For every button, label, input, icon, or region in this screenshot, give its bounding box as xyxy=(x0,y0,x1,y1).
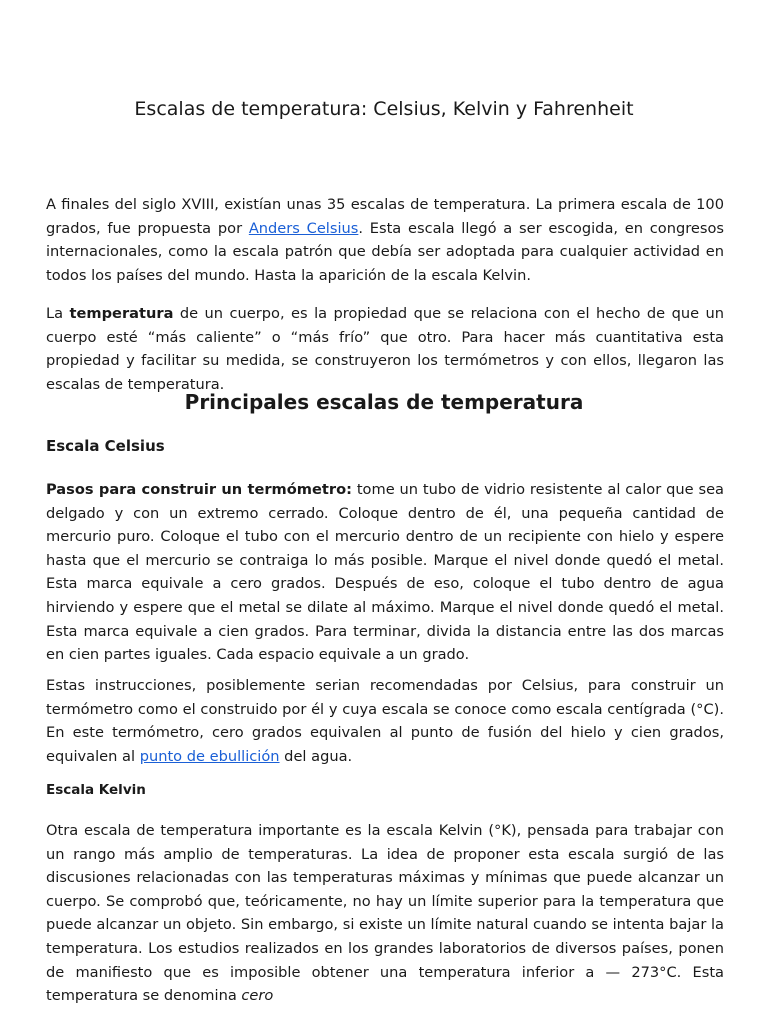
intro-text-2: . Esta escala llegó a ser escogida, en congresos internacionales, como la escala patrón que debía ser adoptada para cualquier actividad en todos los países del mundo. Hasta la aparición de la escala Kelvin. xyxy=(46,219,724,284)
celsius-heading: Escala Celsius xyxy=(46,437,165,455)
punto-de-ebullicion-link[interactable]: punto de ebullición xyxy=(139,747,280,765)
celsius-instructions-text-2: del agua. xyxy=(279,747,353,765)
document-title: Escalas de temperatura: Celsius, Kelvin y Fahrenheit xyxy=(134,98,634,120)
main-heading: Principales escalas de temperatura xyxy=(184,390,584,414)
celsius-steps-paragraph xyxy=(46,478,724,667)
temperature-text-1: La xyxy=(46,305,70,322)
celsius-instructions-text-1: Estas instrucciones, posiblemente serian recomendadas por Celsius, para construir un termómetro como el construido por él y cuya escala se conoce como escala centígrada (°C). En este termómetro, cero grados equivalen al punto de fusión del hielo y cien grados, equivalen al xyxy=(46,677,724,765)
kelvin-paragraph xyxy=(46,819,724,1008)
intro-text-1: A finales del siglo XVIII, existían unas 35 escalas de temperatura. La primera escala de 100 grados, fue propuesta por xyxy=(46,196,724,237)
temperature-text-2: de un cuerpo, es la propiedad que se relaciona con el hecho de que un cuerpo esté “más caliente” o “más frío” que otro. Para hacer más cuantitativa esta propiedad y facilitar su medida, se construyeron los termómetros y con ellos, llegaron las escalas de temperatura. xyxy=(46,305,725,393)
kelvin-italic-end: cero xyxy=(241,987,274,1005)
kelvin-heading: Escala Kelvin xyxy=(46,782,146,798)
celsius-steps-bold: Pasos para construir un termómetro: xyxy=(46,481,352,498)
kelvin-text: Otra escala de temperatura importante es la escala Kelvin (°K), pensada para trabajar con un rango más amplio de temperaturas. La idea de proponer esta escala surgió de las discusiones relacionadas con las temperaturas máximas y mínimas que puede alcanzar un cuerpo. Se comprobó que, teóricamente, no hay un límite superior para la temperatura que puede alcanzar un objeto. Sin embargo, si existe un límite natural cuando se intenta bajar la temperatura. Los estudios realizados en los grandes laboratorios de diversos países, ponen de manifiesto que es imposible obtener una temperatura inferior a — 273°C. Esta temperatura se denomina xyxy=(46,822,724,1005)
intro-paragraph xyxy=(46,193,724,287)
celsius-steps-text: tome un tubo de vidrio resistente al calor que sea delgado y con un extremo cerrado. Coloque dentro de él, una pequeña cantidad de mercurio puro. Coloque el tubo con el mercurio dentro de un recipiente con hielo y espere hasta que el mercurio se contraiga lo más posible. Marque el nivel donde quedó el metal. Esta marca equivale a cero grados. Después de eso, coloque el tubo dentro de agua hirviendo y espere que el metal se dilate al máximo. Marque el nivel donde quedó el metal. Esta marca equivale a cien grados. Para terminar, divida la distancia entre las dos marcas en cien partes iguales. Cada espacio equivale a un grado. xyxy=(46,481,724,664)
anders-celsius-link[interactable]: Anders Celsius xyxy=(248,219,359,237)
temperature-paragraph xyxy=(46,302,724,396)
celsius-instructions-paragraph xyxy=(46,674,724,768)
temperature-bold-term: temperatura xyxy=(69,305,174,322)
